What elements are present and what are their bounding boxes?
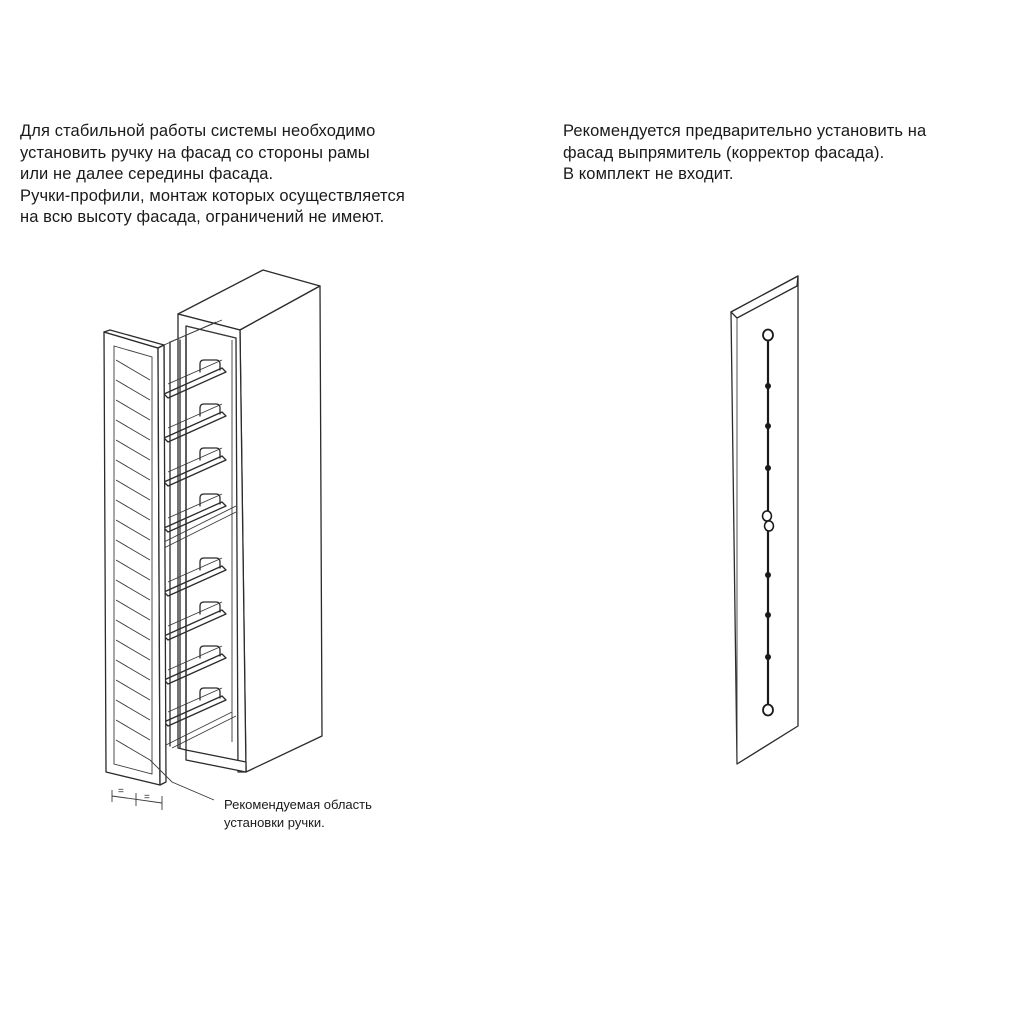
dimension-equal-left: = xyxy=(118,786,124,797)
dimension-equal-right: = xyxy=(144,792,150,803)
right-instruction-line-1: Рекомендуется предварительно установить на xyxy=(563,122,927,140)
basket-shelf xyxy=(164,602,226,640)
handle-area-caption xyxy=(224,796,372,832)
left-instruction-line-3: или не далее середины фасада. xyxy=(20,165,274,183)
straightener-clip xyxy=(765,654,771,660)
cabinet-plinth xyxy=(186,750,246,772)
straightener-clip xyxy=(765,612,771,618)
straightener-clip xyxy=(765,383,771,389)
straightener-clip xyxy=(765,465,771,471)
facade-panel xyxy=(104,330,166,785)
handle-area-caption-line-2: установки ручки. xyxy=(224,815,325,830)
basket-shelf xyxy=(164,646,226,684)
basket-shelf xyxy=(164,404,226,442)
right-instruction-line-2: фасад выпрямитель (корректор фасада). xyxy=(563,143,885,162)
basket-shelf xyxy=(164,688,226,726)
handle-area-caption-line-1: Рекомендуемая область xyxy=(224,797,372,812)
left-instruction-line-1: Для стабильной работы системы необходимо xyxy=(20,122,376,140)
straightener-top-anchor xyxy=(763,330,773,341)
basket-shelf xyxy=(164,448,226,486)
cabinet-illustration xyxy=(104,270,322,810)
dimension-marks xyxy=(112,786,162,810)
left-instruction-line-5: на всю высоту фасада, ограничений не имеют. xyxy=(20,208,385,226)
straightener-bottom-anchor xyxy=(763,705,773,716)
basket-shelf xyxy=(164,360,226,398)
right-instruction-line-3: В комплект не входит. xyxy=(563,165,734,183)
left-instruction-line-2: установить ручку на фасад со стороны рамы xyxy=(20,143,370,162)
cabinet-side xyxy=(240,286,322,772)
basket-shelf xyxy=(164,558,226,596)
facade-straightener-illustration xyxy=(731,276,798,764)
straightener-clip xyxy=(765,572,771,578)
straightener-clip xyxy=(765,423,771,429)
left-instruction-line-4: Ручки-профили, монтаж которых осуществляется xyxy=(20,186,405,205)
